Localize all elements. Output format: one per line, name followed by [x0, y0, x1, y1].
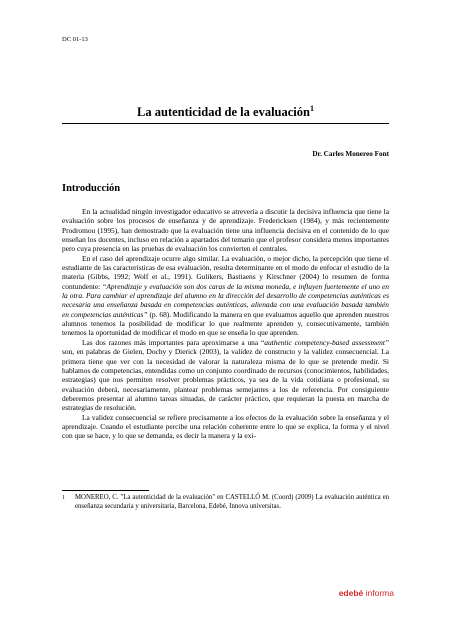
paragraph-text: En la actualidad ningún investigador educativo se atrevería a discutir la decisiva influencia que tiene la evaluación sobre los procesos de enseñanza y de aprendizaje. Fredericksen (1984), y más recientemente Prodromou (1995), han demostrado que la evaluación tiene una influencia decisiva en el contenido de lo que enseñan los docentes, incluso en relación a apartados del temario que el profesor considera menos importantes pero cuya presencia en las pruebas de evaluación los convierten el centrales. [62, 207, 389, 254]
section-heading: Introducción [62, 183, 121, 194]
paragraph-text: La validez consecuencial se refiere precisamente a los efectos de la evaluación sobre la enseñanza y el aprendizaje. Cuando el estudiante percibe una relación coherente entre lo que se explica, la forma y el nivel con que se hace, y lo que se demanda, es decir la manera y la exi- [62, 412, 389, 441]
brand-logo-rest: informa [363, 588, 394, 598]
brand-logo-bold: edebé [338, 588, 364, 598]
brand-logo [339, 588, 394, 598]
page-title [62, 104, 389, 120]
footnote-number: 1 [62, 495, 65, 501]
italic-quote: authentic competency-based assessment” [264, 337, 389, 347]
paragraph-text: Las dos razones más importantes para aproximarse a una “ [82, 337, 265, 347]
title-block [62, 104, 389, 124]
title-text: La autenticidad de la evaluación [137, 105, 310, 119]
body-paragraph [62, 338, 389, 413]
footnote [62, 494, 389, 511]
paragraph-text: (p. 68). Modificando la manera en que evaluamos aquello que aprenden nuestros alumnos tenemos la posibilidad de modificar lo que realmente aprenden y, consecutivamente, también tenemos la oportunidad de modificar el modo en que se enseña lo que aprenden. [62, 309, 389, 338]
footnote-text: MONEREO, C. "La autenticidad de la evaluación" en CASTELLÓ M. (Coord) (2009) La evaluación auténtica en enseñanza secundaria y universitaria, Barcelona, Edebé, Innova universitas. [75, 494, 389, 510]
paragraph-text: En el caso del aprendizaje ocurre algo similar. La evaluación, o mejor dicho, la percepción que tiene el estudiante de las características de esa evaluación, resulta determinante en el modo de enfocar el estudio de la materia (Gibbs, 1992; Wolf et al., 1991). Gulikers, Bastiaens y Kirschner (2004) lo resumen de forma contundente: [62, 253, 389, 291]
title-footnote-marker[interactable]: 1 [309, 104, 314, 113]
italic-quote: “Aprendizaje y evaluación son dos caras de la misma moneda, e influyen fuertemente el uno en la otra. Para cambiar el aprendizaje del alumno en la dirección del desarrollo de competencias auténticas es necesaria una enseñanza basada en competencias auténticas, alienada con una evaluación basada también en competencias auténticas” [62, 281, 389, 319]
footnote-separator [62, 490, 149, 491]
author-name: Dr. Carles Monereo Font [312, 150, 389, 158]
body-text [62, 207, 389, 441]
body-paragraph [62, 207, 389, 254]
paragraph-text: son, en palabras de Gielen, Dochy y Dierick (2003), la validez de constructo y la validez consecuencial. La primera tiene que ver con la necesidad de valorar la naturaleza misma de lo que se pretende medir. Si hablamos de competencias, entendidas como un conjunto coordinado de recursos (conocimientos, habilidades, estrategias) que nos permiten resolver problemas prácticos, ya sea de la vida cotidiana o profesional, su evaluación deberá, necesariamente, plantear problemas semejantes a los de referencia. Por consiguiente deberemos presentar al alumno tareas situadas, de carácter práctico, que requieran la puesta en marcha de estrategias de resolución. [62, 347, 389, 413]
title-underline [62, 123, 389, 124]
body-paragraph [62, 254, 389, 338]
body-paragraph [62, 413, 389, 441]
document-code: DC 01-13 [62, 36, 88, 43]
